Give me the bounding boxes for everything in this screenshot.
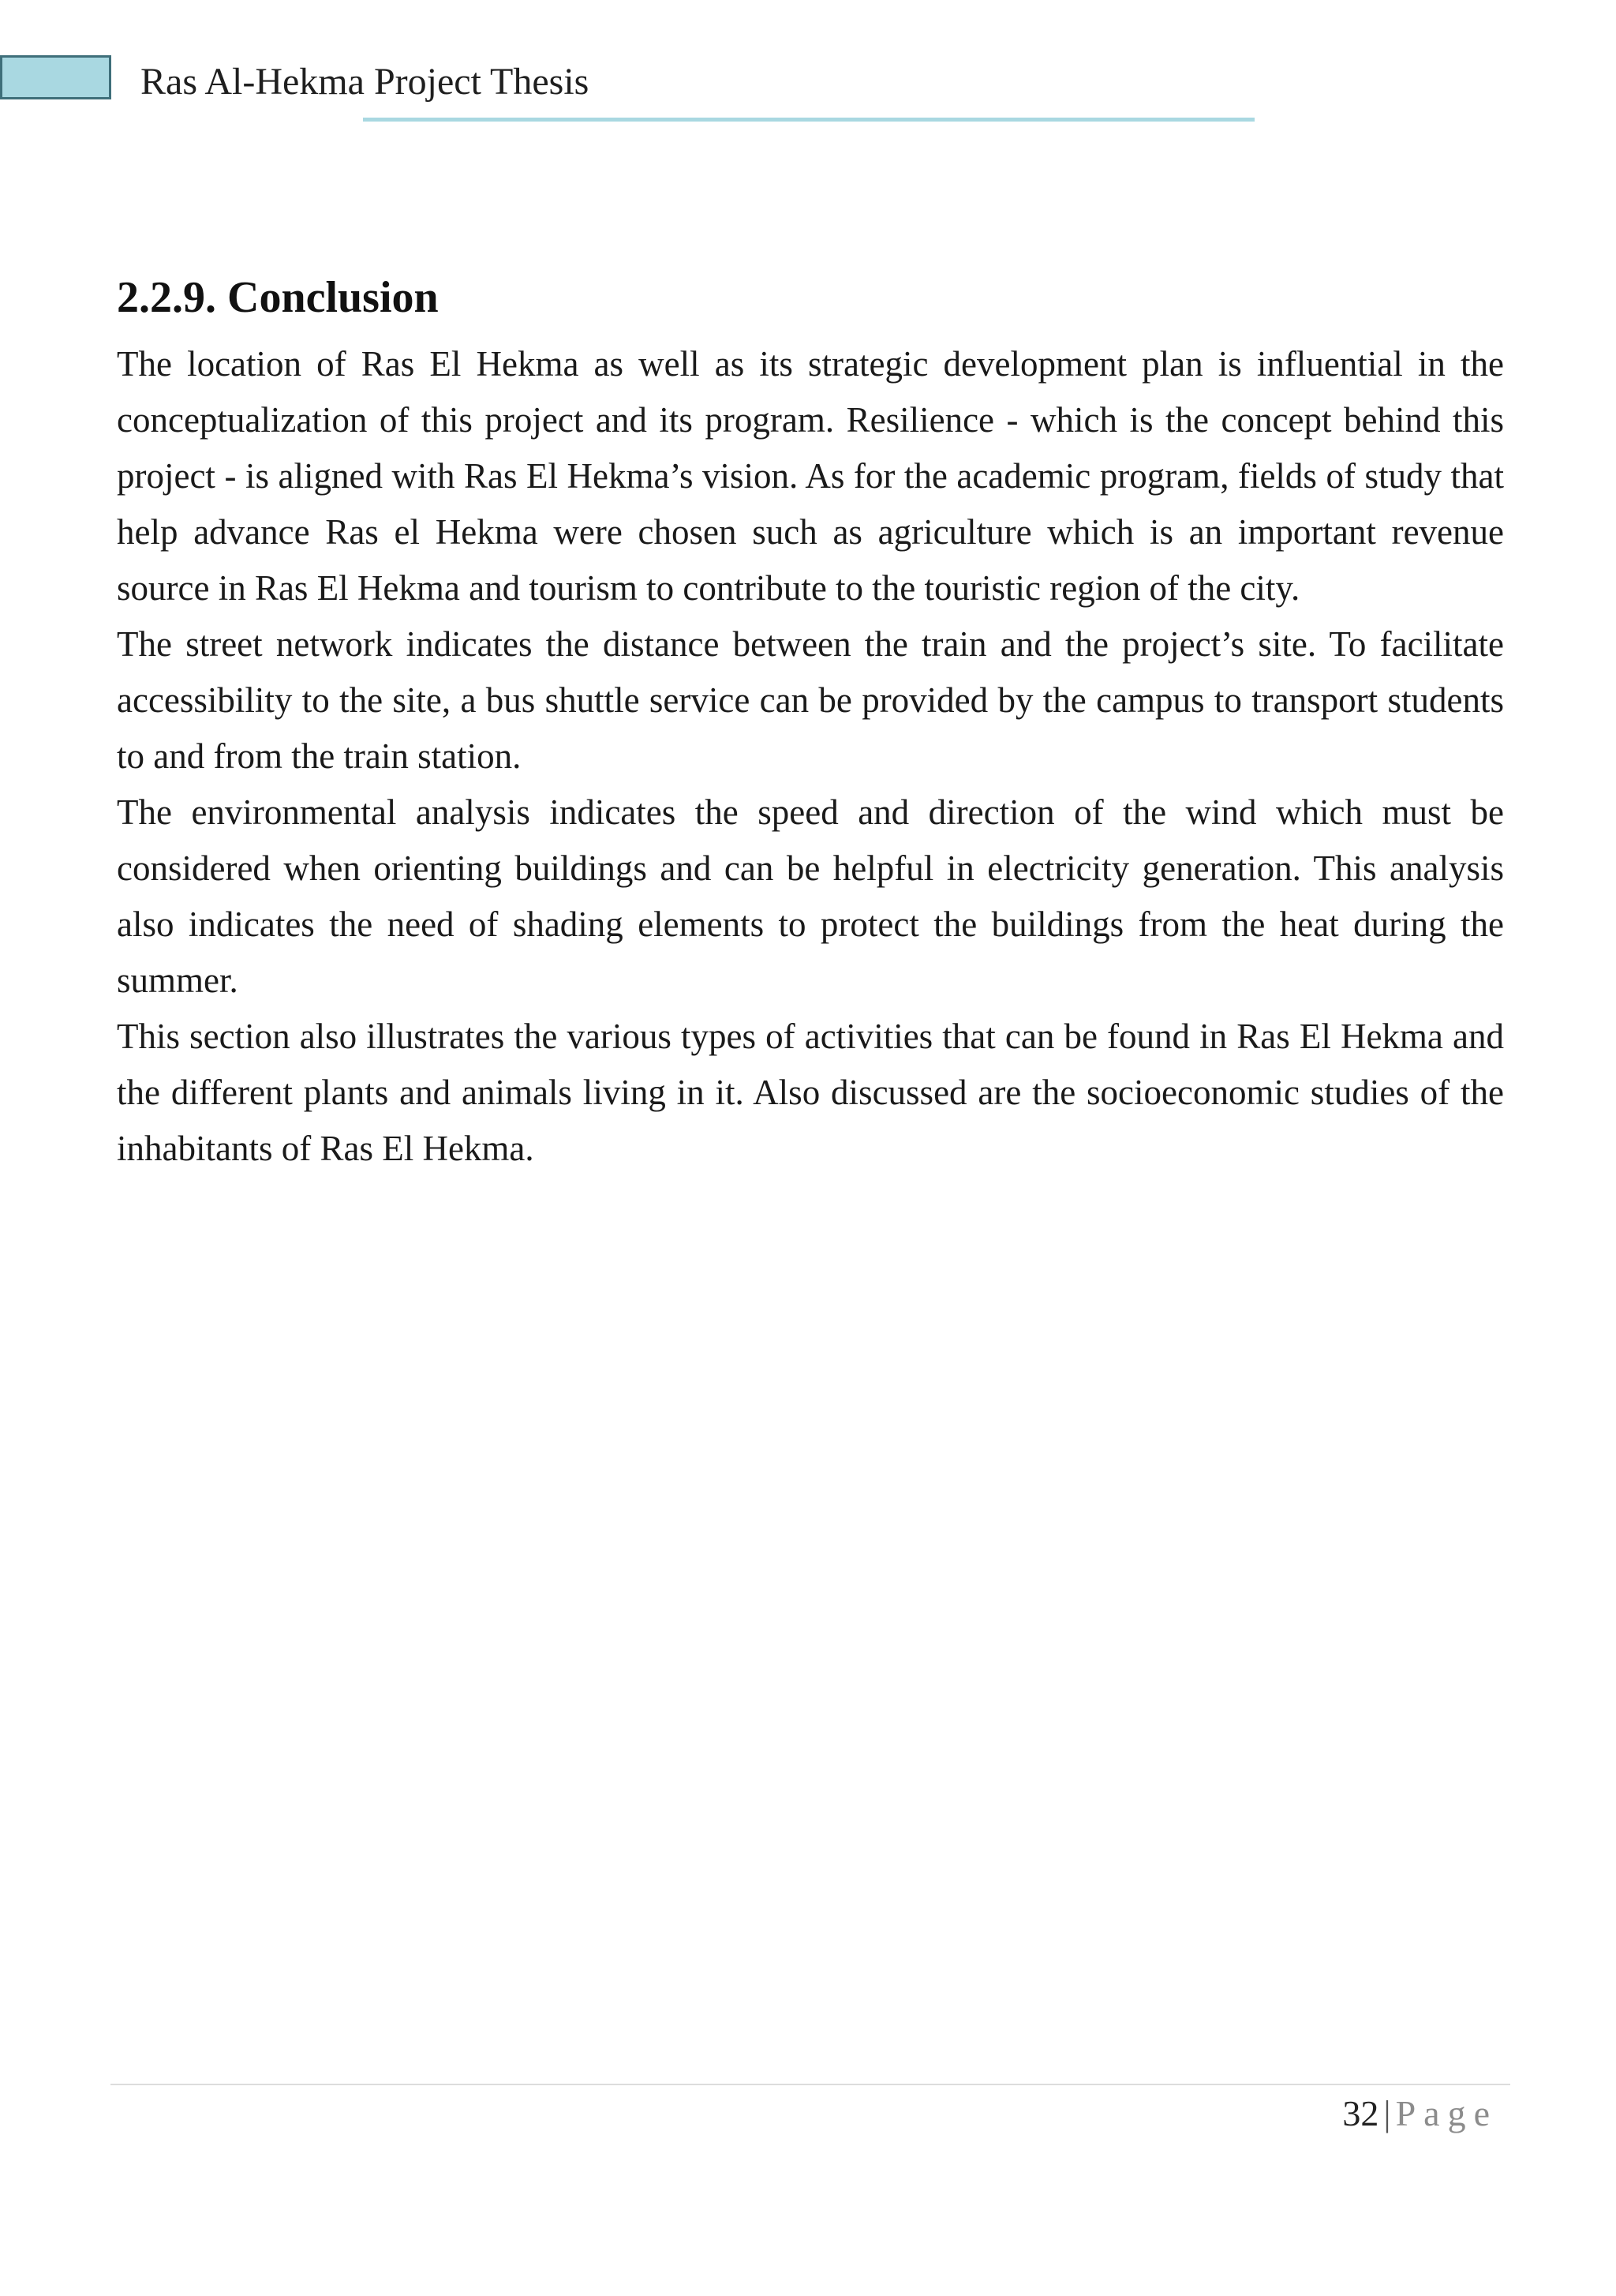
page-label: Page xyxy=(1395,2093,1498,2133)
page-footer xyxy=(1342,2090,1498,2137)
page-content xyxy=(117,268,1504,1177)
header-accent-block xyxy=(0,55,111,99)
paragraph-location: The location of Ras El Hekma as well as its strategic development plan is influential in the conceptualization of this project and its program. Resilience - which is the concept behind this project - is aligned with Ras El Hekma’s vision. As for the academic program, fields of study that help advance Ras el Hekma were chosen such as agriculture which is an important revenue source in Ras El Hekma and tourism to contribute to the touristic region of the city. xyxy=(117,344,1504,608)
page-separator: | xyxy=(1383,2093,1391,2133)
footer-divider xyxy=(110,2084,1510,2085)
header-divider xyxy=(363,118,1255,122)
section-heading: 2.2.9. Conclusion xyxy=(117,273,439,322)
paragraph-street-network: The street network indicates the distance between the train and the project’s site. To facilitate accessibility to the site, a bus shuttle service can be provided by the campus to transport students to and from the train station. xyxy=(117,624,1504,776)
paragraph-environmental-analysis: The environmental analysis indicates the speed and direction of the wind which must be considered when orienting buildings and can be helpful in electricity generation. This analysis also indicates the need of shading elements to protect the buildings from the heat during the summer. xyxy=(117,792,1504,1000)
running-header-title: Ras Al-Hekma Project Thesis xyxy=(140,61,589,103)
paragraph-activities: This section also illustrates the various types of activities that can be found in Ras El Hekma and the different plants and animals living in it. Also discussed are the socioeconomic studies of the inhabitants of Ras El Hekma. xyxy=(117,1017,1504,1168)
page-number: 32 xyxy=(1342,2093,1379,2133)
